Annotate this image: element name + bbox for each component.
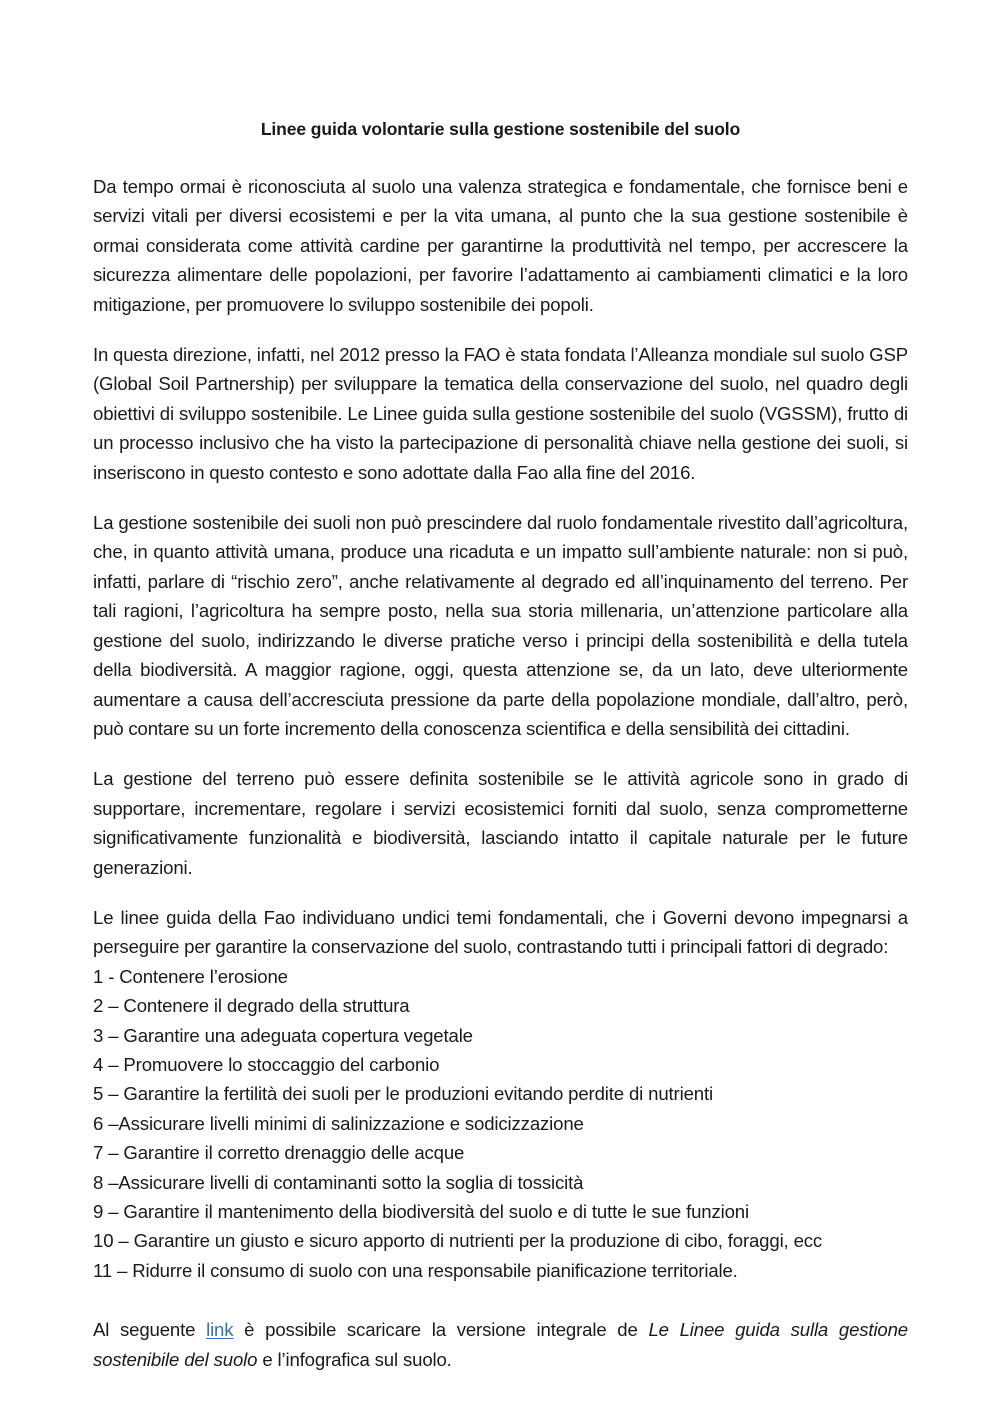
document-content xyxy=(93,0,908,1374)
list-item: 8 –Assicurare livelli di contaminanti sotto la soglia di tossicità xyxy=(93,1171,584,1193)
publication-title-italic: Le Linee guida sulla gestione sostenibile del suolo xyxy=(93,1319,908,1370)
list-item: 5 – Garantire la fertilità dei suoli per le produzioni evitando perdite di nutrienti xyxy=(93,1083,713,1105)
closing-text-before-link: Al seguente xyxy=(93,1319,207,1341)
closing-paragraph xyxy=(93,1285,908,1374)
list-item: 11 – Ridurre il consumo di suolo con una responsabile pianificazione territoriale. xyxy=(93,1259,738,1281)
list-item: 2 – Contenere il degrado della struttura xyxy=(93,995,410,1017)
list-item: 3 – Garantire una adeguata copertura vegetale xyxy=(93,1024,473,1046)
paragraph-1: Da tempo ormai è riconosciuta al suolo una valenza strategica e fondamentale, che fornisce beni e servizi vitali per diversi ecosistemi e per la vita umana, al punto che la sua gestione sostenibile è ormai considerata come attività cardine per garantirne la produttività nel tempo, per accrescere la sicurezza alimentare delle popolazioni, per favorire l’adattamento ai cambiamenti climatici e la loro mitigazione, per promuovere lo sviluppo sostenibile dei popoli. xyxy=(93,176,908,315)
list-item: 1 - Contenere l’erosione xyxy=(93,965,288,987)
paragraph-2: In questa direzione, infatti, nel 2012 presso la FAO è stata fondata l’Alleanza mondiale sul suolo GSP (Global Soil Partnership) per sviluppare la tematica della conservazione del suolo, nel quadro degli obiettivi di sviluppo sostenibile. Le Linee guida sulla gestione sostenibile del suolo (VGSSM), frutto di un processo inclusivo che ha visto la partecipazione di personalità chiave nella gestione dei suoli, si inseriscono in questo contesto e sono adottate dalla Fao alla fine del 2016. xyxy=(93,344,908,483)
closing-text-after-link: è possibile scaricare la versione integrale de xyxy=(233,1319,649,1341)
paragraph-4: La gestione del terreno può essere definita sostenibile se le attività agricole sono in grado di supportare, incrementare, regolare i servizi ecosistemici forniti dal suolo, senza comprometterne significativamente funzionalità e biodiversità, lasciando intatto il capitale naturale per le future generazioni. xyxy=(93,768,908,878)
guidelines-list xyxy=(93,962,908,1285)
page-title: Linee guida volontarie sulla gestione sostenibile del suolo xyxy=(260,119,741,139)
list-item: 4 – Promuovere lo stoccaggio del carbonio xyxy=(93,1053,440,1075)
paragraph-3: La gestione sostenibile dei suoli non può prescindere dal ruolo fondamentale rivestito dall’agricoltura, che, in quanto attività umana, produce una ricaduta e un impatto sull’ambiente naturale: non si può, infatti, parlare di “rischio zero”, anche relativamente al degrado ed all’inquinamento del terreno. Per tali ragioni, l’agricoltura ha sempre posto, nella sua storia millenaria, un’attenzione particolare alla gestione del suolo, indirizzando le diverse pratiche verso i principi della sostenibilità e della tutela della biodiversità. A maggior ragione, oggi, questa attenzione se, da un lato, deve ulteriormente aumentare a causa dell’accresciuta pressione da parte della popolazione mondiale, dall’altro, però, può contare su un forte incremento della conoscenza scientifica e della sensibilità dei cittadini. xyxy=(93,512,908,739)
list-item: 10 – Garantire un giusto e sicuro apporto di nutrienti per la produzione di cibo, foraggi, ecc xyxy=(93,1230,823,1252)
download-link[interactable]: link xyxy=(206,1319,234,1341)
list-item: 7 – Garantire il corretto drenaggio delle acque xyxy=(93,1142,465,1164)
list-item: 6 –Assicurare livelli minimi di salinizzazione e sodicizzazione xyxy=(93,1112,584,1134)
closing-text-tail: e l’infografica sul suolo. xyxy=(257,1348,452,1370)
list-item: 9 – Garantire il mantenimento della biodiversità del suolo e di tutte le sue funzioni xyxy=(93,1201,749,1222)
paragraph-list-intro: Le linee guida della Fao individuano undici temi fondamentali, che i Governi devono impegnarsi a perseguire per garantire la conservazione del suolo, contrastando tutti i principali fattori di degrado: xyxy=(93,906,908,958)
